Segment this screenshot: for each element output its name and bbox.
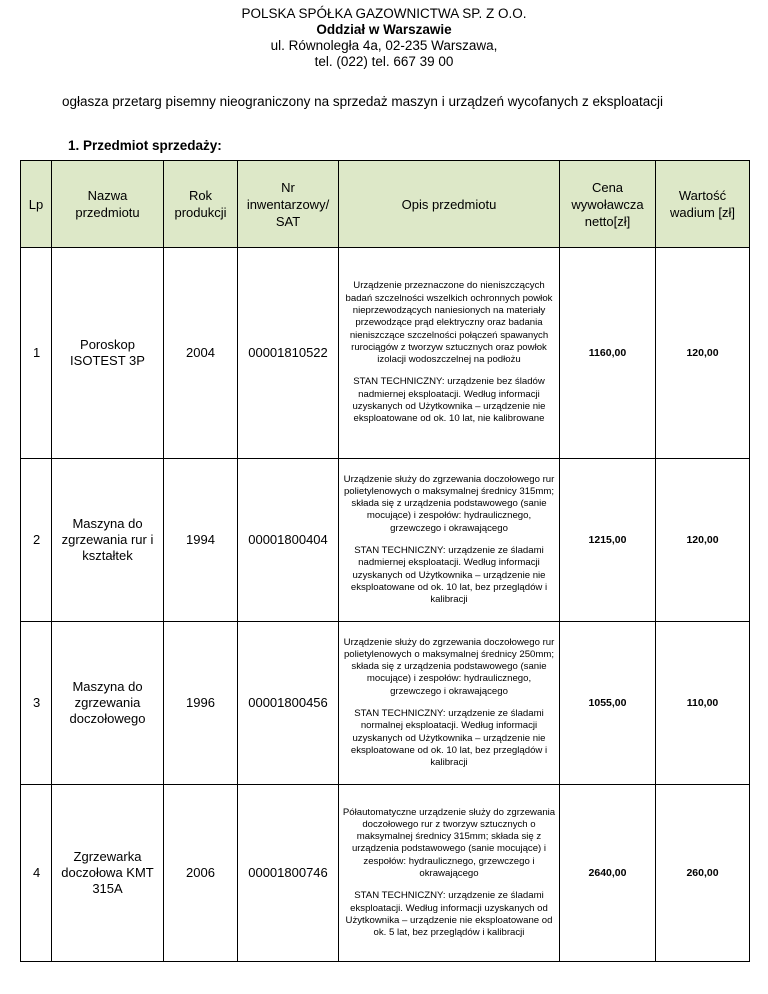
description-text: Półautomatyczne urządzenie służy do zgrzewania doczołowego rur z tworzyw sztucznych o maksymalnej średnicy 315mm; składa się z urządzenia podstawowego (sanie mocujące) i zespołów: hydraulicznego, grzewczego i okrawającego — [342, 806, 556, 879]
cell-lp: 3 — [21, 622, 52, 785]
items-table — [20, 160, 750, 962]
cell-name: Poroskop ISOTEST 3P — [52, 248, 164, 459]
cell-lp: 1 — [21, 248, 52, 459]
cell-price: 1160,00 — [560, 248, 656, 459]
announcement-text: ogłasza przetarg pisemny nieograniczony na sprzedaż maszyn i urządzeń wycofanych z eksploatacji — [62, 94, 664, 109]
cell-year: 2004 — [164, 248, 238, 459]
cell-price: 2640,00 — [560, 785, 656, 962]
cell-year: 1994 — [164, 459, 238, 622]
technical-state: STAN TECHNICZNY: urządzenie bez śladów nadmiernej eksploatacji. Według informacji uzyskanych od Użytkownika – urządzenie nie eksploatowane od ok. 10 lat, nie kalibrowane — [352, 376, 546, 425]
cell-price: 1055,00 — [560, 622, 656, 785]
cell-year: 2006 — [164, 785, 238, 962]
header-lp: Lp — [21, 161, 52, 248]
cell-lp: 4 — [21, 785, 52, 962]
technical-state: STAN TECHNICZNY: urządzenie ze śladami normalnej eksploatacji. Według informacji uzyskanych od Użytkownika – urządzenie nie eksploatowane od ok. 10 lat, bez przeglądów i kalibracji — [350, 708, 548, 769]
cell-year: 1996 — [164, 622, 238, 785]
company-name: POLSKA SPÓŁKA GAZOWNICTWA SP. Z O.O. — [241, 6, 527, 21]
cell-lp: 2 — [21, 459, 52, 622]
phone: tel. (022) tel. 667 39 00 — [314, 54, 454, 69]
description-text: Urządzenie służy do zgrzewania doczołowego rur polietylenowych o maksymalnej średnicy 250mm; składa się z urządzenia podstawowego (sanie mocujące) i zespołów: hydraulicznego, grzewczego i okrawającego — [343, 636, 555, 697]
header-inventory: Nr inwentarzowy/ SAT — [238, 161, 339, 248]
cell-deposit: 120,00 — [656, 248, 750, 459]
cell-inventory: 00001800746 — [238, 785, 339, 962]
cell-description — [339, 785, 560, 962]
section-title: 1. Przedmiot sprzedaży: — [68, 138, 222, 153]
cell-description — [339, 248, 560, 459]
cell-price: 1215,00 — [560, 459, 656, 622]
cell-description — [339, 622, 560, 785]
cell-name: Maszyna do zgrzewania doczołowego — [52, 622, 164, 785]
header-deposit: Wartość wadium [zł] — [656, 161, 750, 248]
cell-inventory: 00001810522 — [238, 248, 339, 459]
cell-inventory: 00001800456 — [238, 622, 339, 785]
cell-description — [339, 459, 560, 622]
table-row — [21, 622, 750, 785]
table-row — [21, 248, 750, 459]
cell-name: Zgrzewarka doczołowa KMT 315A — [52, 785, 164, 962]
description-text: Urządzenie służy do zgrzewania doczołowego rur polietylenowych o maksymalnej średnicy 315mm; składa się z urządzenia podstawowego (sanie mocujące) i zespołów: hydraulicznego, grzewczego i okrawającego — [343, 473, 555, 534]
header-name: Nazwa przedmiotu — [52, 161, 164, 248]
document-header — [0, 6, 768, 70]
cell-deposit: 260,00 — [656, 785, 750, 962]
cell-inventory: 00001800404 — [238, 459, 339, 622]
technical-state: STAN TECHNICZNY: urządzenie ze śladami nadmiernej eksploatacji. Według informacji uzyskanych od Użytkownika – urządzenie nie eksploatowane od ok. 10 lat, bez przeglądów i kalibracji — [350, 545, 548, 606]
header-price: Cena wywoławcza netto[zł] — [560, 161, 656, 248]
address: ul. Równoległa 4a, 02-235 Warszawa, — [270, 38, 498, 53]
cell-deposit: 110,00 — [656, 622, 750, 785]
table-header-row — [21, 161, 750, 248]
header-year: Rok produkcji — [164, 161, 238, 248]
table-row — [21, 459, 750, 622]
cell-deposit: 120,00 — [656, 459, 750, 622]
technical-state: STAN TECHNICZNY: urządzenie ze śladami eksploatacji. Według informacji uzyskanych od Użytkownika – urządzenie nie eksploatowane od ok. 5 lat, bez przeglądów i kalibracji — [345, 890, 553, 939]
cell-name: Maszyna do zgrzewania rur i kształtek — [52, 459, 164, 622]
description-text: Urządzenie przeznaczone do nieniszczących badań szczelności wszelkich ochronnych powłok nieprzewodzących naniesionych na materiały przewodzące prąd elektryczny oraz badania nieniszczące szczelności połączeń spawanych rurociągów z tworzyw sztucznych oraz powłok izolacji wodoszczelnej na podłożu — [345, 280, 553, 366]
table-row — [21, 785, 750, 962]
branch-name: Oddział w Warszawie — [316, 22, 452, 37]
header-description: Opis przedmiotu — [339, 161, 560, 248]
